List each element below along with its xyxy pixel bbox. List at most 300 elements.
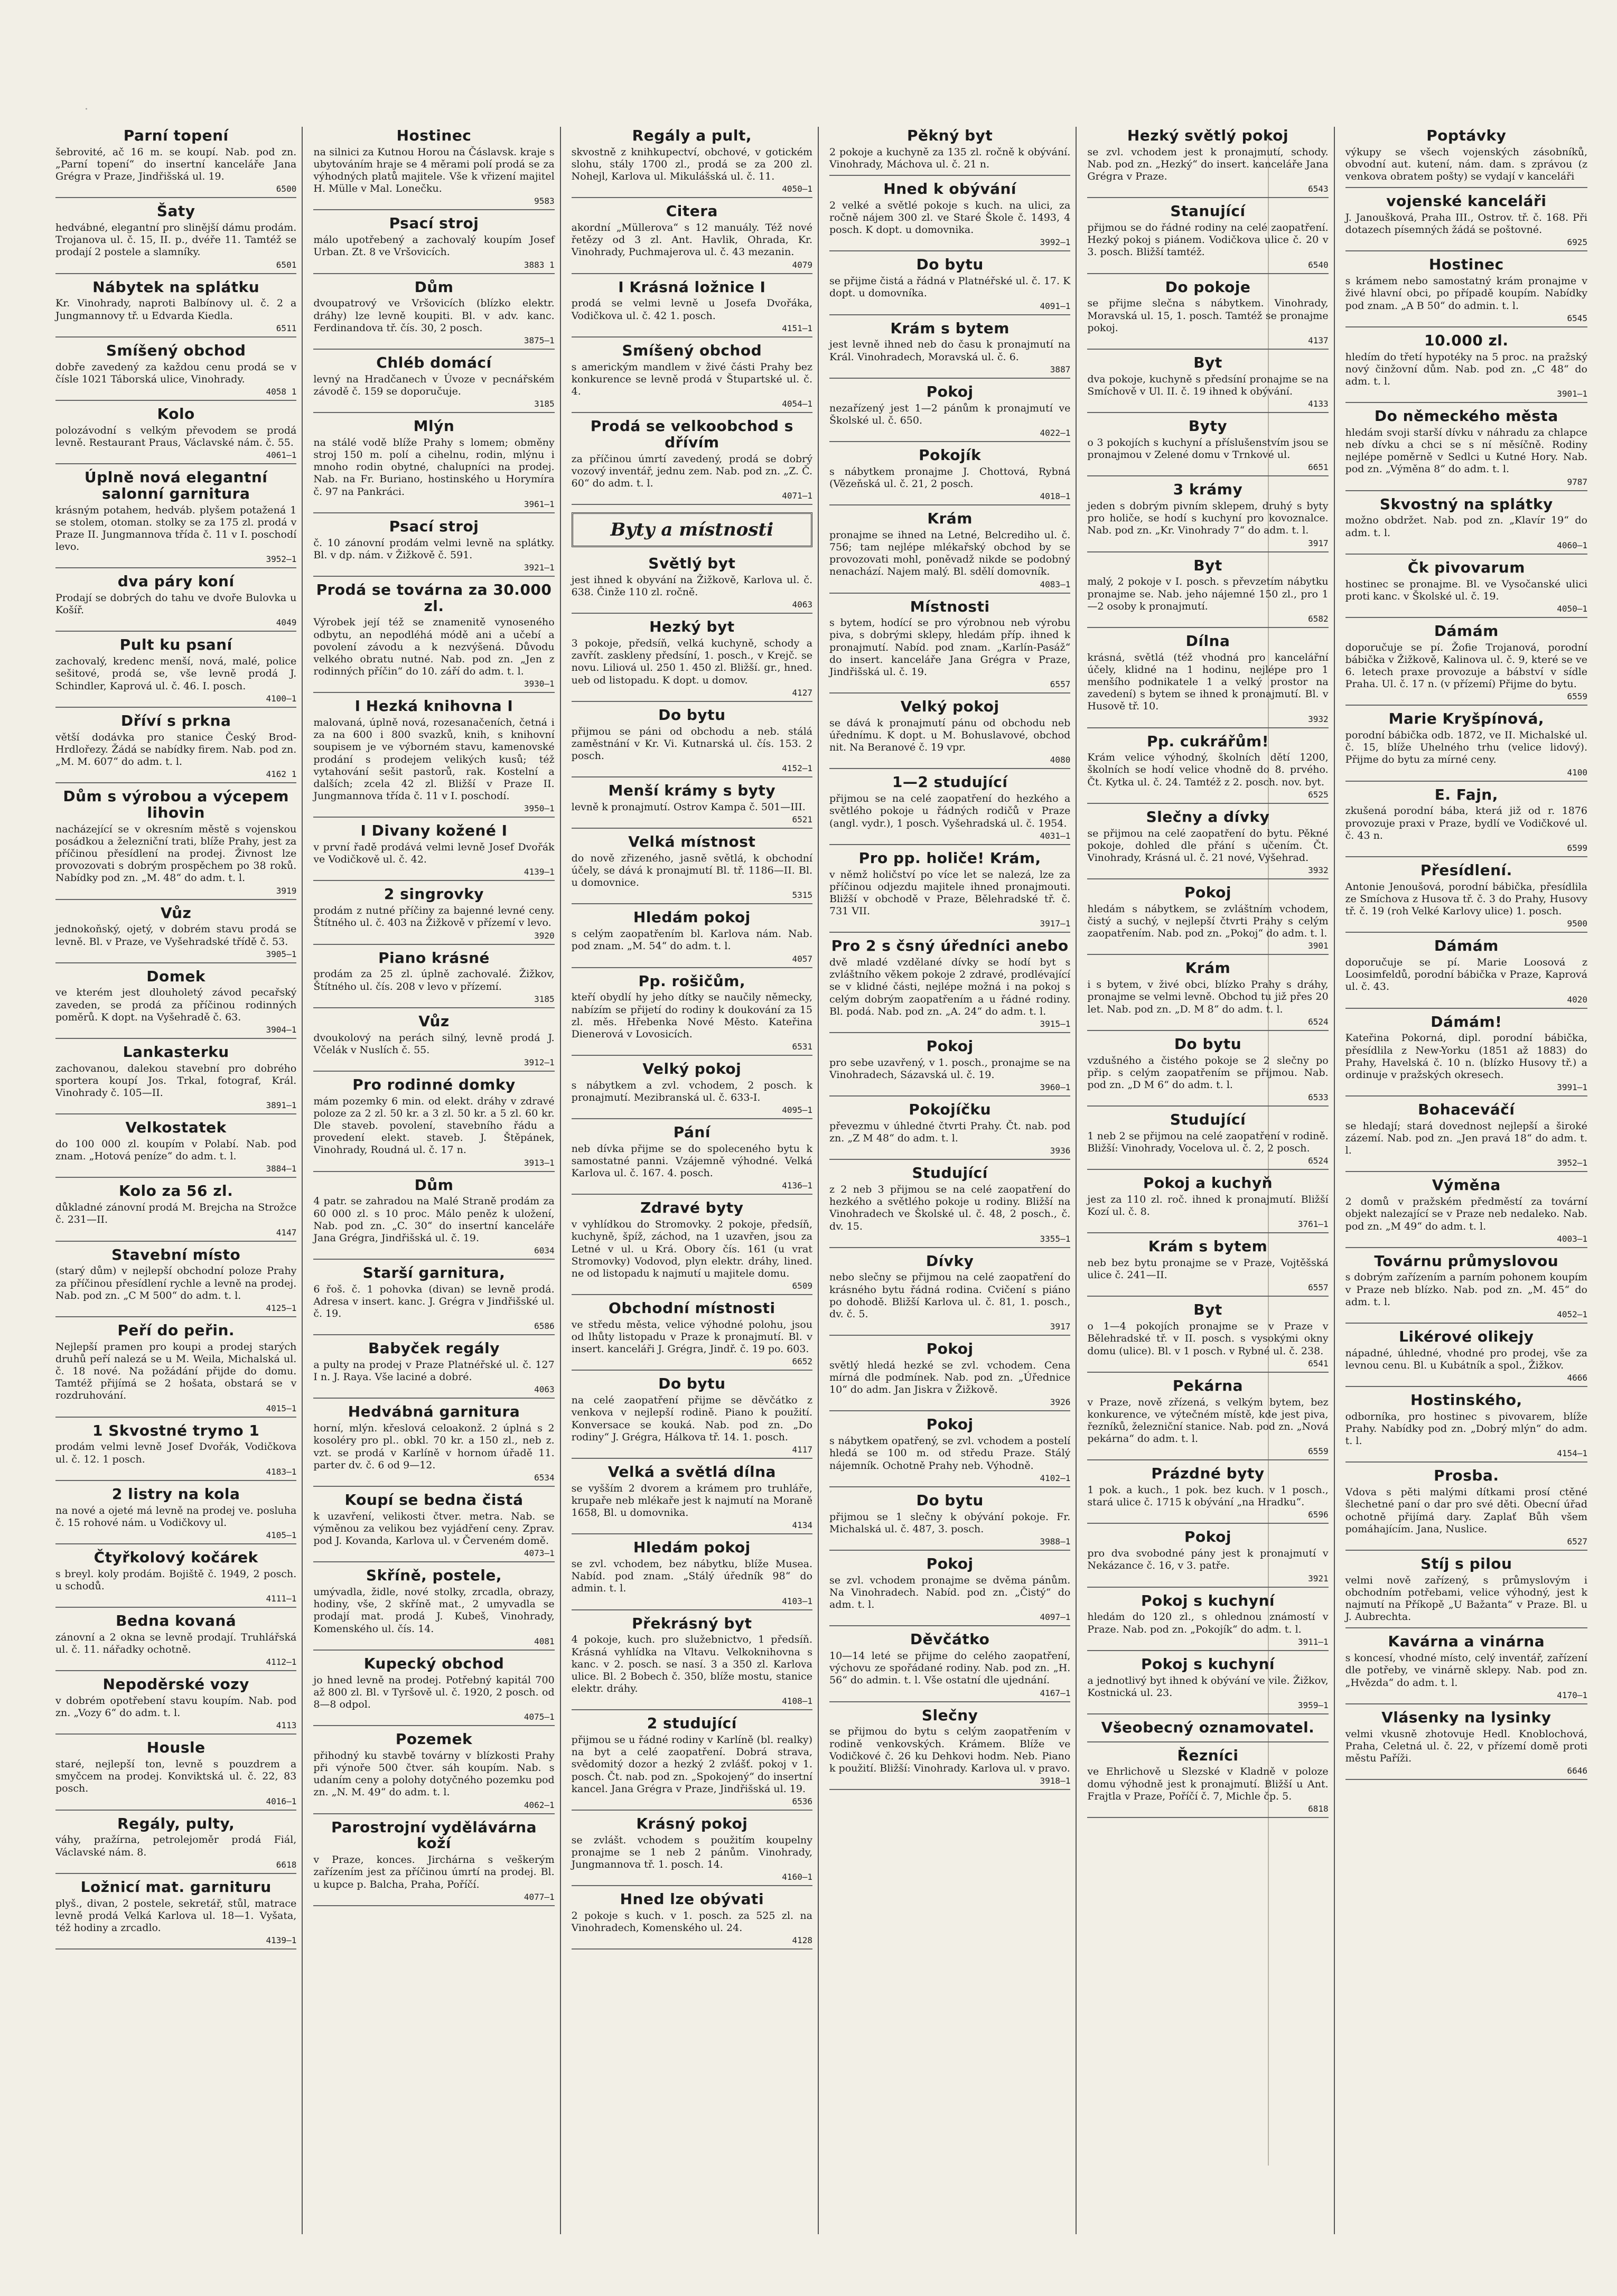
ad-number: 3915—1 (1040, 1018, 1071, 1029)
classified-ad (1087, 1592, 1328, 1651)
ad-title: Do bytu (916, 1491, 984, 1509)
ad-number: 6545 (1567, 313, 1587, 323)
classified-ad (313, 214, 554, 274)
classified-ad (572, 782, 812, 829)
classified-ad (1087, 354, 1328, 413)
ad-body: 10—14 leté se přijme do celého zaopatření, výchovu ze spořádané rodiny. Nab. pod zn. „H. 56“ do admin. t. l. Vše ostatní dle ujednání. (829, 1650, 1071, 1686)
ad-title: Babyček regály (368, 1339, 500, 1357)
ad-number: 4127 (792, 687, 812, 698)
classified-ad (55, 468, 296, 568)
column-3 (566, 127, 819, 2234)
ad-number: 6596 (1308, 1510, 1329, 1520)
classified-ad (313, 417, 554, 513)
ad-title: Hostinec (1428, 256, 1504, 274)
ad-body: se přijme čistá a řádná v Platnéřské ul. č. 17. K dopt. u domovníka. (829, 275, 1071, 299)
ad-number: 3919 (276, 885, 297, 896)
classified-ad (572, 833, 812, 904)
ad-body: s dobrým zařízením a parním pohonem koupím v Praze neb blízko. Nab. pod zn. „M. 45“ do adm. t. l. (1345, 1271, 1587, 1308)
ad-body: hostinec se pronajme. Bl. ve Vysočanské ulici proti kanc. v Školské ul. č. 19. (1345, 578, 1587, 602)
ad-title: I Krásná ložnice I (618, 278, 766, 296)
ad-number: 3932 (1308, 865, 1329, 876)
classified-ad (55, 904, 296, 963)
ad-number: 3991—1 (1557, 1082, 1587, 1093)
ad-title: Chléb domácí (376, 353, 492, 371)
ad-title: Hned lze obývati (620, 1890, 764, 1908)
classified-ad (1345, 127, 1587, 188)
ad-number: 3913—1 (524, 1157, 555, 1168)
ad-title: Pokoj (926, 1340, 974, 1358)
classified-ad (55, 636, 296, 707)
ad-body: šebrovité, ač 16 m. se koupí. Nab. pod zn. „Parní topení“ do insertní kanceláře Jana Grégra v Praze, Jindřišská ul. 19. (55, 146, 297, 183)
ad-number: 6524 (1308, 1156, 1329, 1166)
classified-ad (829, 1101, 1070, 1160)
ad-number: 4170—1 (1557, 1690, 1587, 1700)
ad-number: 4128 (792, 1935, 812, 1946)
classified-ad (1087, 1528, 1328, 1587)
ad-body: doporučuje se pí. Žofie Trojanová, porodní bábička v Žižkově, Kalinova ul. č. 9, které se ve 6. letech praxe provozuje a bábství v sídle Praha. Ul. č. 17 n. (v přízemí) Přijme do bytu. (1345, 641, 1587, 690)
classified-ad (829, 1340, 1070, 1411)
ad-body: světlý hledá hezké se zvl. vchodem. Cena mírná dle podmínek. Nab. pod zn. „Úřednice 10“ do adm. Jan Jiskra v Žižkově. (829, 1359, 1071, 1396)
ad-number: 4666 (1567, 1373, 1587, 1383)
ad-body: umývadla, židle, nové stolky, zrcadla, obrazy, hodiny, vše, 2 skříně mat., 2 umyvadla se prodají mat. prodá J. Kubeš, Vinohrady, Komenského ul. čís. 14. (313, 1586, 555, 1635)
ad-number: 3952—1 (1557, 1158, 1587, 1168)
ad-title: Místnosti (910, 597, 990, 615)
classified-ad (572, 1375, 812, 1458)
ad-body: hedvábné, elegantní pro slinější dámu prodám. Trojanova ul. č. 15, II. p., dvéře 11. Tamtéž se prodají 2 postele a slamníky. (55, 222, 297, 258)
ad-body: horní, mlýn. křeslová celoakonž. 2 úplná s 2 kosoléry pro pl.. obkl. 70 kr. a 150 zl., neb z. vzt. se prodá v Karlíně v hornom úřadě 11. parter dv. č. 6 od 9—12. (313, 1422, 555, 1471)
ad-title: Prodá se továrna za 30.000 zl. (316, 580, 552, 615)
ad-body: v Praze, nově zřízená, s velkým bytem, bez konkurence, ve výtečném místě, kde jest piva, řezníků, železniční stanice. Nab. pod zn. „Nová pekárna“ do adm. t. l. (1087, 1396, 1329, 1445)
ad-number: 6582 (1308, 613, 1329, 624)
classified-ad (829, 849, 1070, 933)
ad-title: Pp. cukrářům! (1146, 732, 1269, 750)
classified-ad (55, 1322, 296, 1418)
classified-ad (313, 885, 554, 944)
classified-ad (1087, 733, 1328, 804)
classified-ad (1345, 332, 1587, 403)
ad-title: 2 singrovky (384, 885, 484, 903)
ad-title: Psací stroj (389, 214, 479, 232)
ad-body: v první řadě prodává velmi levně Josef Dvořák ve Vodičkově ul. č. 42. (313, 841, 555, 866)
ad-number: 4031—1 (1040, 830, 1071, 841)
ad-title: Dívky (926, 1252, 974, 1270)
ad-number: 3952—1 (266, 554, 297, 565)
classified-ad (55, 1675, 296, 1735)
classified-ad (313, 949, 554, 1008)
ad-body: o 1—4 pokojích pronajme se v Praze v Bělehradské tř. v II. posch. s vysokými okny domu (ulice). Bl. v 1 posch. v Rybné ul. č. 238. (1087, 1320, 1329, 1357)
classified-ad (55, 1043, 296, 1114)
ad-body: na celé zaopatření přijme se děvčátko z venkova v nejlepší rodině. Piano k použití. Konversace se kouká. Nab. pod zn. „Do rodiny“ J. Grégra, Hálkova tř. 14. 1. posch. (571, 1394, 812, 1443)
ad-title: Do bytu (658, 1375, 726, 1393)
ad-title: dva páry koní (117, 573, 235, 591)
ad-body: přijmou se u řádné rodiny v Karlíně (bl. realky) na byt a celé zaopatření. Dobrá strava, svědomitý dozor a hezký 2 zvlášť. pokoj v 1. posch. Čt. nab. pod zn. „Spokojený“ do insertní kancel. Jana Grégra v Praze, Jindřišská ul. 19. (571, 1734, 812, 1795)
ad-title: Překrásný byt (632, 1614, 752, 1632)
ad-body: přijmou se na celé zaopatření do hezkého a světlého pokoje u řádných rodičů v Praze (angl. vydr.), 1 posch. Vyšehradská ul. č. 1954. (829, 793, 1071, 829)
ad-number: 4057 (792, 953, 812, 964)
classified-ad (1087, 1301, 1328, 1372)
ad-number: 4018—1 (1040, 491, 1071, 502)
ad-title: Psací stroj (389, 517, 479, 535)
ad-title: Pro rodinné domky (352, 1075, 516, 1093)
ad-body: č. 10 zánovní prodám velmi levně na splátky. Bl. v dp. nám. v Žižkově č. 591. (313, 537, 555, 561)
ad-body: prodám za 25 zl. úplně zachovalé. Žižkov, Štítného ul. čís. 208 v levo v přízemí. (313, 968, 555, 992)
ad-body: pro sebe uzavřený, v 1. posch., pronajme se na Vinohradech, Sázavská ul. č. 19. (829, 1056, 1071, 1081)
classified-ad (1087, 1377, 1328, 1460)
ad-number: 6586 (534, 1321, 555, 1332)
ad-title: Skříně, postele, (366, 1567, 502, 1585)
ad-number: 4050—1 (782, 184, 812, 194)
classified-ad (313, 1339, 554, 1399)
ad-body: hledám s nábytkem, se zvláštním vchodem, čistý a suchý, v nejlepší čtvrti Prahy s celým zaopatřením. Nab. pod zn. „Pokoj“ do adm. t. l. (1087, 903, 1329, 940)
ad-number: 4113 (276, 1720, 297, 1731)
classified-ad (1087, 808, 1328, 879)
classified-ad (313, 1076, 554, 1172)
ad-title: Pro 2 s čsný úředníci anebo (831, 937, 1069, 955)
ad-body: Vdova s pěti malými dítkami prosí ctěné šlechetné paní o dar pro své děti. Obecní úřad ochotně přijímá dary. Zaplať Bůh všem pomáhajícím. Jana, Nuslice. (1345, 1486, 1587, 1535)
ad-number: 4160—1 (782, 1872, 812, 1882)
classified-ad (1345, 1633, 1587, 1704)
ad-body: Nejlepší pramen pro koupi a prodej starých druhů peří nalezá se u M. Weila, Michalská ul. č. 18 nové. Na požádání přijde do domu. Tamtéž přijímá se 2 hošata, obstará se v rozdruhování. (55, 1341, 297, 1402)
ad-number: 6524 (1308, 1016, 1329, 1027)
classified-ad (55, 342, 296, 401)
ad-number: 4075—1 (524, 1712, 555, 1722)
ad-number: 3921—1 (524, 562, 555, 573)
ad-title: Slečny (921, 1706, 978, 1724)
ad-body: na stálé vodě blíže Prahy s lomem; obměny stroj 150 m. polí a cihelnu, rodin, mlýnu i mnoho rodin obytné, chalupníci na prodej. Nab. na Fr. Buriano, hostinského u Horymíra č. 97 na Pankráci. (313, 436, 555, 498)
classified-ad (55, 278, 296, 338)
ad-title: Pokoj (926, 1416, 974, 1433)
ad-body: přijmou se 1 slečny k obývání pokoje. Fr. Michalská ul. č. 487, 3. posch. (829, 1511, 1071, 1535)
ad-body: se zvl. vchodem, bez nábytku, blíže Musea. Nabíd. pod znam. „Stálý úředník 98“ do admin. t. l. (571, 1558, 812, 1595)
ad-number: 4054—1 (782, 399, 812, 409)
classified-ad (1345, 1709, 1587, 1780)
ad-number: 4100—1 (266, 693, 297, 704)
ad-number: 3988—1 (1040, 1536, 1071, 1547)
ad-body: dvoupatrový ve Vršovicích (blízko elektr. dráhy) lze levně koupiti. Bl. v adv. kanc. Ferdinandova tř. čís. 30, 2 posch. (313, 297, 555, 334)
classified-ad (1345, 1391, 1587, 1463)
classified-ad (572, 1299, 812, 1371)
ad-title: Pokoj a kuchyň (1143, 1174, 1273, 1192)
ad-body: nebo slečny se přijmou na celé zaopatření do krásného bytu řádná rodina. Cvičení s piáno po dohodě. Bližší Karlova ul. č. 81, 1. posch., dv. č. 5. (829, 1271, 1071, 1320)
ad-body: odborníka, pro hostinec s pivovarem, blíže Prahy. Nabídky pod zn. „Dobrý mlýn“ do adm. t. l. (1345, 1410, 1587, 1447)
ad-title: Kolo (157, 405, 195, 423)
ad-number: 3959—1 (1297, 1700, 1329, 1710)
classified-ad (1087, 1719, 1328, 1742)
ad-title: Velký pokoj (900, 698, 999, 716)
ad-number: 4117 (792, 1444, 812, 1455)
ad-number: 3936 (1050, 1146, 1071, 1156)
ad-number: 4049 (276, 617, 297, 628)
ad-title: Krám (1185, 959, 1231, 977)
classified-ad (313, 1264, 554, 1335)
ad-title: Úplně nová elegantní salonní garnitura (84, 468, 268, 502)
classified-ad (829, 1252, 1070, 1336)
ad-body: Kr. Vinohrady, naproti Balbínovy ul. č. 2 a Jungmannovy tř. u Edvarda Kiedla. (55, 297, 297, 322)
ad-body: s nábytkem pronajme J. Chottová, Rybná (Vězeňská ul. č. 21, 2 posch. (829, 465, 1071, 490)
ad-title: vojenské kanceláři (1386, 192, 1547, 210)
ad-title: Pozemek (395, 1730, 473, 1748)
classified-ad (313, 1176, 554, 1260)
ad-number: 6536 (792, 1796, 812, 1806)
classified-ad (55, 405, 296, 464)
ad-body: 3 pokoje, předsíň, velká kuchyně, schody a zavřít. zaskleny předsíní, 1. posch., v Krejč. se novu. Liliová ul. 250 1. 450 zl. Bližší. gr., hned. ueb od listopadu. K dopt. u domov. (571, 638, 812, 686)
ad-title: 1—2 studující (892, 773, 1008, 791)
ad-title: Studující (912, 1164, 988, 1182)
ad-title: Ložnicí mat. garnituru (80, 1878, 272, 1896)
ad-title: Pokoj (926, 382, 974, 400)
ad-number: 4071—1 (782, 491, 812, 501)
ad-body: neb dívka přijme se do spoleceného bytu k samostatné panni. Vzájemně výhodné. Velká Karlova ul. č. 167. 4. posch. (571, 1142, 812, 1179)
ad-title: Lankasterku (123, 1043, 229, 1061)
ad-body: skvostně z knihkupectví, obchové, v gotickém slohu, stály 1700 zl., prodá se za 200 zl. Nohejl, Karlova ul. Mikulášská ul. č. 11. (571, 146, 812, 183)
classified-ad (829, 446, 1070, 505)
ad-number: 4083—1 (1040, 579, 1071, 589)
classified-ad (55, 1485, 296, 1544)
ad-body: 2 velké a světlé pokoje s kuch. na ulici, za ročně nájem 300 zl. ve Staré Škole č. 1493, 4 posch. K dopt. u domovnika. (829, 199, 1071, 236)
ad-body: 1 pok. a kuch., 1 pok. bez kuch. v 1 posch., stará ulice č. 1715 k obývání „na Hradku“. (1087, 1484, 1329, 1508)
ad-title: Pokoj s kuchyní (1141, 1591, 1275, 1609)
ad-number: 4100 (1567, 767, 1587, 777)
ad-title: Zdravé byty (640, 1199, 744, 1217)
ad-title: Přesídlení. (1420, 861, 1512, 879)
ad-number: 4060—1 (1557, 540, 1587, 550)
ad-body: nápadné, úhledné, vhodné pro prodej, vše za levnou cenu. Bl. u Kubátník a spol., Žižkov. (1345, 1347, 1587, 1371)
ad-number: 3921 (1308, 1573, 1329, 1583)
page-edge-mark: · (85, 103, 88, 116)
ad-number: 4063 (534, 1384, 555, 1395)
ad-number: 4073—1 (524, 1548, 555, 1559)
classified-ad (1345, 786, 1587, 857)
ad-number: 4139—1 (266, 1935, 297, 1946)
ad-title: Velký pokoj (642, 1060, 742, 1078)
ad-title: Dříví s prkna (120, 711, 231, 729)
ad-title: Pokoj s kuchyní (1141, 1655, 1275, 1673)
ad-title: Čtyřkolový kočárek (94, 1548, 258, 1566)
ad-number: 9500 (1567, 919, 1587, 929)
column-6 (1340, 127, 1593, 2234)
ad-number: 4097—1 (1040, 1612, 1071, 1623)
ad-number: 3883 1 (524, 259, 555, 270)
ad-body: 4 patr. se zahradou na Malé Straně prodám za 60 000 zl. s 10 proc. Málo peněz k uložení, Nab. pod zn. „C. 30“ do insertní kanceláře Jana Grégra, Jindřišská ul. č. 19. (313, 1195, 555, 1244)
ad-body: i s bytem, v živé obci, blízko Prahy s dráhy, pronajme se velmi levně. Obchod tu již přes 20 let. Nab. pod zn. „D. M 8“ do adm. t. l. (1087, 979, 1329, 1015)
ad-number: 6559 (1308, 1446, 1329, 1457)
ad-title: Krám s bytem (1148, 1238, 1268, 1255)
ad-number: 3904—1 (266, 1025, 297, 1035)
classified-ad (1345, 407, 1587, 491)
classified-ad (1087, 632, 1328, 728)
ad-number: 5315 (792, 890, 812, 901)
ad-body: s celým zaopatřením bl. Karlova nám. Nab. pod znam. „M. 54“ do adm. t. l. (571, 928, 812, 952)
ad-title: Peří do peřin. (117, 1321, 235, 1339)
ad-title: Dámám! (1431, 1013, 1502, 1030)
ad-body: s breyl. koly prodám. Bojiště č. 1949, 2 posch. u schodů. (55, 1568, 297, 1592)
ad-body: o 3 pokojích s kuchyní a příslušenstvím jsou se pronajmou v Zelené domu v Trnkové ul. (1087, 436, 1329, 461)
ad-title: Byt (1193, 1301, 1222, 1319)
classified-ad (1087, 417, 1328, 476)
ad-body: důkladné zánovní prodá M. Brejcha na Strožce č. 231—II. (55, 1202, 297, 1226)
ad-title: Světlý byt (648, 555, 736, 573)
ad-number: 6525 (1308, 789, 1329, 800)
ad-number: 4112—1 (266, 1657, 297, 1667)
ad-title: Velkostatek (125, 1119, 227, 1137)
ad-number: 4077—1 (524, 1891, 555, 1902)
ad-title: Studující (1170, 1111, 1246, 1129)
classified-ad (829, 320, 1070, 379)
classified-ad (313, 1013, 554, 1072)
classified-ad (1345, 1101, 1587, 1172)
ad-title: Menší krámy s byty (608, 782, 776, 800)
ad-title: Hezký byt (649, 618, 735, 636)
ad-body: velmi nově zařízený, s průmyslovým i obchodním potřebami, velice výhodný, jest k najmutí na Příkopě „U Bažanta“ v Praze. Bl. u J. Aubrechta. (1345, 1574, 1587, 1623)
ad-number: 4183—1 (266, 1466, 297, 1477)
ad-body: J. Janoušková, Praha III., Ostrov. tř. č. 168. Při dotazech písemných žádá se poštovné. (1345, 212, 1587, 236)
classified-ad (829, 1037, 1070, 1097)
classified-ad (55, 127, 296, 198)
ad-number: 6509 (792, 1281, 812, 1291)
classified-ad (55, 968, 296, 1039)
classified-ad (572, 1199, 812, 1295)
ad-number: 6534 (534, 1472, 555, 1483)
ad-number: 3905—1 (266, 949, 297, 959)
ad-number: 9583 (534, 196, 555, 207)
ad-body: na nové a ojeté má levně na prodej ve. posluha č. 15 rohové nám. u Vodičkovy ul. (55, 1504, 297, 1529)
ad-number: 3912—1 (524, 1057, 555, 1067)
ad-number: 3926 (1050, 1397, 1071, 1408)
ad-number: 4133 (1308, 399, 1329, 409)
ad-number: 3911—1 (1297, 1636, 1329, 1647)
ad-title: Poptávky (1426, 127, 1507, 144)
ad-body: 6 řoš. č. 1 pohovka (divan) se levně prodá. Adresa v insert. kanc. J. Grégra v Jindřišské ul. č. 19. (313, 1283, 555, 1320)
classified-ad (1345, 1252, 1587, 1324)
ad-title: Domek (146, 967, 206, 985)
classified-ad (829, 1555, 1070, 1626)
ad-title: Pěkný byt (907, 127, 993, 144)
ad-body: zachovanou, dalekou stavební pro dobrého sportera koupí Jos. Trkal, fotograf, Král. Vinohrady č. 105—II. (55, 1062, 297, 1099)
classified-ad (572, 706, 812, 777)
classified-ad (55, 1182, 296, 1241)
ad-number: 6531 (792, 1042, 812, 1052)
ad-body: akordní „Müllerova“ s 12 manuály. Též nové řetězy od 3 zl. Ant. Havlik, Ohrada, Kr. Vinohrady, Puchmajerova ul. č. 43 mezanin. (571, 222, 812, 258)
ad-number: 6527 (1567, 1536, 1587, 1547)
classified-ad (55, 1549, 296, 1608)
ad-body: plyš., divan, 2 postele, sekretář, stůl, matrace levně prodá Velká Karlova ul. 18—1. Vyšata, též hodiny a zrcadlo. (55, 1897, 297, 1934)
ad-body: dvě mladé vzdělané dívky se hodí byt s zvláštního věkem pokoje 2 zdravé, prodlévající se v klidné části, nejlépe možná i na pokoj s celým dobrým zaopatřením a u řádné rodiny. Bl. podá. Nab. pod zn. „A. 24“ do adm. t. l. (829, 957, 1071, 1017)
ad-title: Prodá se velkoobchod s dřívím (590, 417, 793, 451)
column-2 (308, 127, 560, 2234)
ad-number: 4167—1 (1040, 1688, 1071, 1698)
ad-body: prodá se velmi levně u Josefa Dvořáka, Vodičkova ul. č. 42 1. posch. (571, 297, 812, 322)
ad-body: ve kterém jest dlouholetý závod pecařský zaveden, se prodá za příčinou rodinných poměrů. K dopt. na Vyšehradě č. 63. (55, 987, 297, 1023)
ad-body: hledám svoji starší dívku v náhradu za chlapce neb dívku a chci se s ní měsíčně. Rodiny nejlépe poměrně v Sedlci u Kutné Hory. Nab. pod zn. „Výměna 8“ do adm. t. l. (1345, 426, 1587, 475)
ad-number: 3992—1 (1040, 237, 1071, 248)
ad-number: 6559 (1567, 691, 1587, 702)
ad-body: krásná, světlá (též vhodná pro kancelářní účely, klidné na 1 hodinu, nejlépe pro 1 menšího podnikatele 1 a velký prostor na zavedení) s bytem se ihned k pronajmutí. Bl. v Husově tř. 10. (1087, 651, 1329, 713)
classified-ad (829, 127, 1070, 176)
ad-number: 3918—1 (1040, 1776, 1071, 1786)
classified-ad (1345, 1467, 1587, 1550)
ad-title: Stanující (1170, 202, 1246, 220)
ad-title: Hledám pokoj (633, 1539, 751, 1557)
ad-title: Pokojík (919, 446, 982, 464)
ad-body: dobře zavedený za každou cenu prodá se v čísle 1021 Táborská ulice, Vinohrady. (55, 361, 297, 385)
ad-number: 6541 (1308, 1358, 1329, 1369)
ad-title: Výměna (1432, 1176, 1501, 1194)
classified-ad (1087, 1655, 1328, 1714)
classified-ad (55, 788, 296, 899)
ad-number: 3917 (1050, 1322, 1071, 1332)
ad-number: 6511 (276, 323, 297, 333)
ad-title: Pokoj (1184, 1528, 1231, 1546)
classified-ad (313, 1491, 554, 1562)
ad-number: 3891—1 (266, 1100, 297, 1111)
ad-title: Smíšený obchod (622, 341, 762, 359)
ad-title: Všeobecný oznamovatel. (1101, 1718, 1315, 1736)
ad-body: možno obdržet. Nab. pod zn. „Klavír 19“ do adm. t. l. (1345, 514, 1587, 539)
ad-number: 6034 (534, 1245, 555, 1256)
ad-number: 6599 (1567, 842, 1587, 853)
ad-title: Bedna kovaná (116, 1611, 237, 1629)
ad-title: Kupecký obchod (363, 1654, 504, 1672)
classified-ad (829, 256, 1070, 315)
ad-number: 3917 (1308, 538, 1329, 548)
ad-body: vzdušného a čistého pokoje se 2 slečny po přip. s celým zaopatřením se přijmou. Nab. pod zn. „D M 6“ do adm. t. l. (1087, 1054, 1329, 1091)
ad-body: Kateřina Pokorná, dipl. porodní bábička, přesídlila z New-Yorku (1851 až 1883) do Prahy, Havelská č. 10 n. (blízko Husovy tř.) a ordinuje v pražských okresech. (1345, 1032, 1587, 1081)
ad-title: I Hezká knihovna I (354, 697, 513, 715)
ad-body: polozávodní s velkým převodem se prodá levně. Restaurant Praus, Václavské nám. č. 55. (55, 424, 297, 448)
ad-body: 4 pokoje, kuch. pro služebnictvo, 1 předsíň. Krásná vyhlídka na Vltavu. Velkoknihovna s kanc. v 2. posch. se nasí. 3 a 350 zl. Karlova ulice. Bl. 2 Bobech č. 350, blíže mostu, stanice elektr. dráhy. (571, 1634, 812, 1695)
classified-ad (313, 518, 554, 577)
ad-body: Krám velice výhodný, školních dětí 1200, školních se hodí velice vhodně do 8. prvého. Čt. Kytka ul. č. 24. Tamtéž z 2. posch. nov. byt. (1087, 752, 1329, 788)
ad-body: dva pokoje, kuchyně s předsíní pronajme se na Smíchově v Ul. II. č. 19 ihned k obývání. (1087, 373, 1329, 397)
ad-body: doporučuje se pí. Marie Loosová z Loosimfeldů, porodní bábička v Praze, Kaprová ul. č. 43. (1345, 957, 1587, 993)
ad-title: Smíšený obchod (106, 341, 246, 359)
ad-body: za příčinou úmrtí zavedený, prodá se dobrý vozový inventář, jednu zem. Nab. pod zn. „Z. Č. 60“ do adm. t. l. (571, 453, 812, 490)
ad-number: 6533 (1308, 1092, 1329, 1103)
ad-title: Krám s bytem (890, 319, 1010, 337)
ad-body: se zvl. vchodem jest k pronajmutí, schody. Nab. pod zn. „Hezký“ do insert. kanceláře Jana Grégra v Praze. (1087, 146, 1329, 183)
ad-body: výkupy se všech vojenských zásobníků, obvodní aut. kutení, nám. dam. s zprávou (z venkova obratem pošty) se vydají v kanceláři (1345, 146, 1587, 183)
ad-body: krásným potahem, hedváb. plyšem potažená 1 se stolem, otoman. stolky se za 175 zl. prodá v Praze II. Jungmannova třída č. 11 v I. poschodí levo. (55, 504, 297, 553)
ad-body: se hledají; stará dovednost nejlepší a široké zázemí. Nab. pod zn. „Jen pravá 18“ do adm. t. l. (1345, 1120, 1587, 1157)
classified-ad (1087, 557, 1328, 628)
classified-ad (829, 383, 1070, 442)
ad-title: Piano krásné (378, 949, 490, 967)
classified-ad (572, 1714, 812, 1811)
classified-ad (829, 510, 1070, 593)
ad-title: Byt (1193, 556, 1222, 574)
ad-body: převezmu v úhledné čtvrti Prahy. Čt. nab. pod zn. „Z M 48“ do adm. t. l. (829, 1120, 1071, 1145)
ad-body: pro dva svobodné pány jest k pronajmutí v Nekázance č. 16, v 3. patře. (1087, 1548, 1329, 1572)
ad-number: 4103—1 (782, 1596, 812, 1606)
classified-ad (572, 1615, 812, 1711)
ad-title: Děvčátko (910, 1630, 990, 1648)
ad-title: Krám (927, 510, 973, 528)
classified-ad (829, 180, 1070, 251)
ad-number: 3185 (534, 994, 555, 1004)
classified-ad (55, 1119, 296, 1178)
ad-body: s nábytkem a zvl. vchodem, 2 posch. k pronajmutí. Mezibranská ul. č. 633-I. (571, 1079, 812, 1103)
classified-ad (313, 697, 554, 818)
ad-number: 6540 (1308, 259, 1329, 270)
ad-title: Likérové olikejy (1399, 1328, 1534, 1345)
ad-body: levný na Hradčanech v Úvoze v pecnářském závodě č. 159 se doporučuje. (313, 373, 555, 397)
ad-body: hledám do 120 zl., s ohlednou známostí v Praze. Nab. pod zn. „Pokojík“ do adm. t. l. (1087, 1611, 1329, 1635)
ad-number: 3355—1 (1040, 1233, 1071, 1244)
ad-body: jeden s dobrým pivním sklepem, druhý s byty pro holiče, se hodí s kuchyní pro kovoznalce. Nab. pod zn. „Kr. Vinohrady 7“ do adm. t. l. (1087, 500, 1329, 537)
ad-body: prodám velmi levně Josef Dvořák, Vodičkova ul. č. 12. 1 posch. (55, 1441, 297, 1465)
column-5 (1082, 127, 1334, 2234)
classified-ad (829, 698, 1070, 769)
